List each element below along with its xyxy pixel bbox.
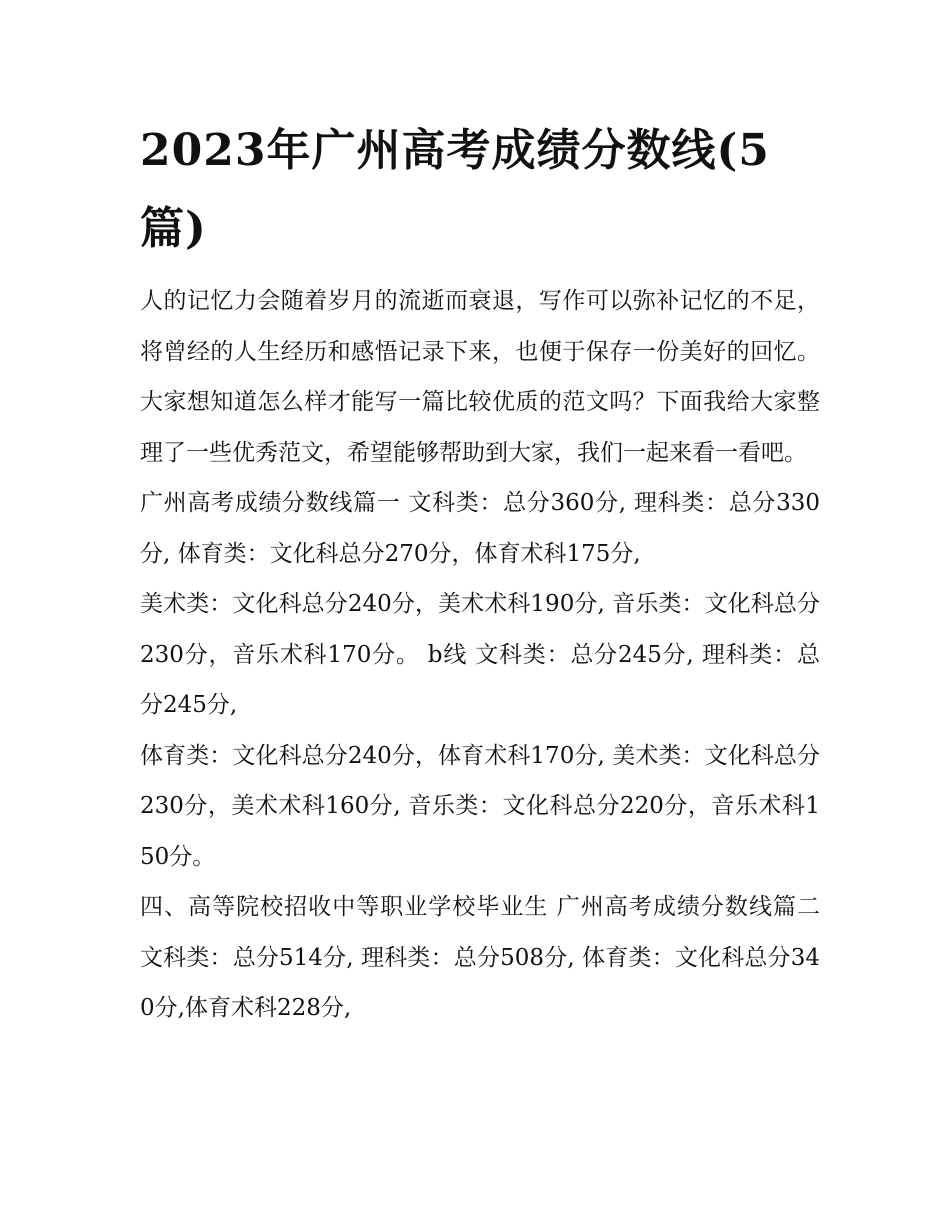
document-title: 2023年广州高考成绩分数线(5篇): [140, 125, 770, 254]
intro-paragraph: 人的记忆力会随着岁月的流逝而衰退，写作可以弥补记忆的不足，将曾经的人生经历和感悟记录下来，也便于保存一份美好的回忆。大家想知道怎么样才能写一篇比较优质的范文吗？下面我给大家整理了一些优秀范文，希望能够帮助到大家，我们一起来看一看吧。: [140, 288, 820, 466]
paragraph-2: 美术类：文化科总分240分，美术术科190分, 音乐类：文化科总分230分，音乐术科170分。 b线 文科类：总分245分, 理科类：总分245分,: [140, 591, 820, 718]
paragraph-4: 四、高等院校招收中等职业学校毕业生 广州高考成绩分数线篇二 文科类：总分514分, 理科类：总分508分, 体育类：文化科总分340分,体育术科228分,: [140, 894, 820, 1021]
paragraph-3: 体育类：文化科总分240分，体育术科170分, 美术类：文化科总分230分，美术术科160分, 音乐类：文化科总分220分，音乐术科150分。: [140, 742, 820, 870]
paragraph-1: 广州高考成绩分数线篇一 文科类：总分360分, 理科类：总分330分, 体育类：文化科总分270分，体育术科175分,: [140, 490, 820, 567]
document-page: [140, 112, 820, 1034]
